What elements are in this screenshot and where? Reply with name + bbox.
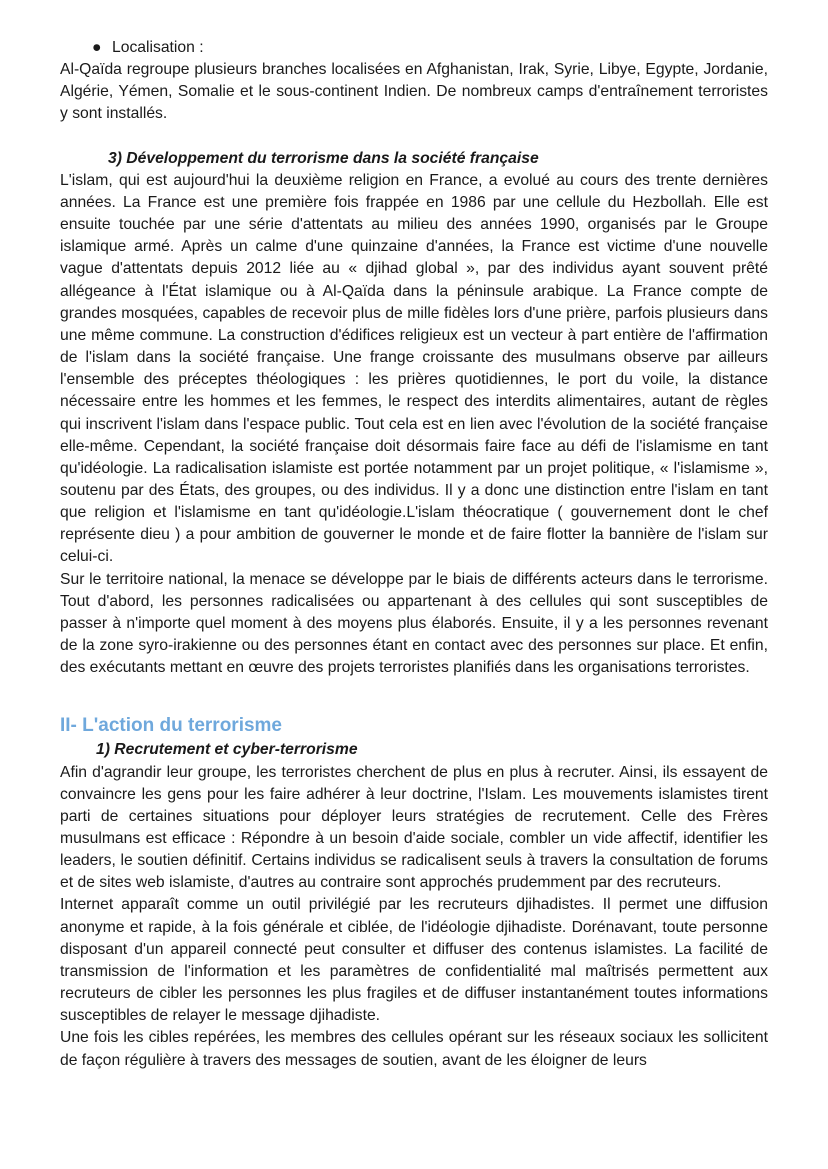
bullet-dot-icon: ● — [92, 39, 102, 56]
localisation-paragraph: Al-Qaïda regroupe plusieurs branches localisées en Afghanistan, Irak, Syrie, Libye, Egypte, Jordanie, Algérie, Yémen, Somalie et le sous-continent Indien. De nombreux camps d'entraînement terroristes y sont installés. — [60, 61, 768, 123]
paragraph-cibles: Une fois les cibles repérées, les membres des cellules opérant sur les réseaux sociaux les sollicitent de façon régulière à travers des messages de soutien, avant de les éloigner de leurs — [60, 1029, 768, 1069]
spacer — [60, 126, 768, 148]
paragraph-recrutement: Afin d'agrandir leur groupe, les terroristes cherchent de plus en plus à recruter. Ainsi, ils essayent de convaincre les gens pour les faire adhérer à leur doctrine, l'Islam. Les mouvements islamistes tirent parti de certaines situations pour déployer leurs stratégies de recrutement. Celle des Frères musulmans est efficace : Répondre à un besoin d'aide sociale, combler un vide affectif, identifier les leaders, le soutien définitif. Certains individus se radicalisent seuls à travers la consultation de forums et de sites web islamiste, d'autres au contraire sont approchés prudemment par des recruteurs. — [60, 763, 768, 892]
spacer — [60, 679, 768, 701]
subsection-heading-3: 3) Développement du terrorisme dans la société française — [108, 149, 539, 167]
section-heading-2: II- L'action du terrorisme — [60, 715, 282, 737]
subsection-heading-recrutement: 1) Recrutement et cyber-terrorisme — [96, 741, 358, 759]
bullet-label: Localisation : — [112, 39, 204, 56]
bullet-item-localisation — [92, 37, 768, 59]
paragraph-islam-france: L'islam, qui est aujourd'hui la deuxième religion en France, a evolué au cours des trente dernières années. La France est une première fois frappée en 1986 par une cellule du Hezbollah. Elle est ensuite touchée par une série d'attentats au milieu des années 1990, organisés par le Groupe islamique armé. Après un calme d'une quinzaine d'années, la France est victime d'une nouvelle vague d'attentats depuis 2012 liée au « djihad global », par des individus ayant souvent prêté allégeance à l'État islamique ou à Al-Qaïda dans la péninsule arabique. La France compte de grandes mosquées, capables de recevoir plus de mille fidèles lors d'une prière, parfois plusieurs dans une même commune. La construction d'édifices religieux est un vecteur à part entière de l'affirmation de l'islam dans la société française. Une frange croissante des musulmans observe par ailleurs l'ensemble des préceptes théologiques : les prières quotidiennes, le port du voile, la distance nécessaire entre les hommes et les femmes, le respect des interdits alimentaires, autant de règles qui inscrivent l'islam dans l'espace public. Tout cela est en lien avec l'évolution de la société française elle-même. Cependant, la société française doit désormais faire face au défi de l'islamisme en tant qu'idéologie. La radicalisation islamiste est portée notamment par un projet politique, « l'islamisme », soutenu par des États, des groupes, ou des individus. Il y a donc une distinction entre l'islam en tant que religion et l'islamisme en tant qu'idéologie.L'islam théocratique ( gouvernement dont le chef représente dieu ) a pour ambition de gouverner le monde et de faire flotter la bannière de l'islam sur celui-ci. — [60, 171, 768, 566]
paragraph-internet: Internet apparaît comme un outil privilégié par les recruteurs djihadistes. Il permet une diffusion anonyme et rapide, à la fois générale et ciblée, de l'idéologie djihadiste. Dorénavant, toute personne disposant d'un appareil connecté peut consulter et diffuser des contenus islamistes. La facilité de transmission de l'information et les paramètres de confidentialité mal maîtrisés permettent aux recruteurs de cibler les personnes les plus fragiles et de diffuser instantanément toutes informations susceptibles de relayer le message djihadiste. — [60, 896, 768, 1025]
paragraph-menace-territoire: Sur le territoire national, la menace se développe par le biais de différents acteurs dans le terrorisme. Tout d'abord, les personnes radicalisées ou appartenant à des cellules qui sont susceptibles de passer à n'importe quel moment à des moyens plus élaborés. Ensuite, il y a les personnes revenant de la zone syro-irakienne ou des personnes étant en contact avec des personnes sur place. Et enfin, des exécutants mettant en œuvre des projets terroristes planifiés dans les organisations terroristes. — [60, 570, 768, 677]
